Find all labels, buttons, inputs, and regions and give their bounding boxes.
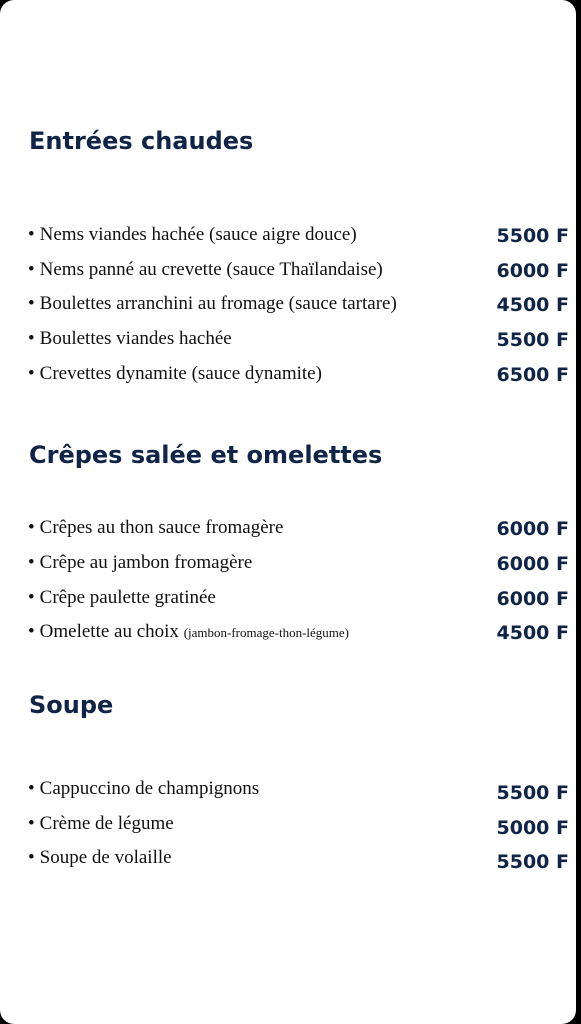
menu-item — [28, 585, 573, 611]
item-label: Cappuccino de champignons — [39, 778, 260, 799]
item-label: Nems viandes hachée (sauce aigre douce) — [39, 224, 357, 245]
item-price: 5500 F — [496, 225, 569, 247]
menu-item — [28, 257, 573, 283]
item-name — [28, 291, 397, 317]
item-label: Boulettes viandes hachée — [39, 328, 232, 349]
item-price: 5500 F — [496, 851, 569, 873]
bullet-icon: • — [28, 517, 35, 538]
item-price: 6500 F — [496, 364, 569, 386]
item-price: 6000 F — [496, 553, 569, 575]
item-price: 5500 F — [496, 329, 569, 351]
bullet-icon: • — [28, 259, 35, 280]
menu-item — [28, 845, 573, 871]
item-note: (jambon-fromage-thon-légume) — [183, 625, 350, 640]
bullet-icon: • — [28, 552, 35, 573]
item-label: Crevettes dynamite (sauce dynamite) — [39, 363, 322, 384]
item-name — [28, 619, 349, 646]
item-price: 6000 F — [496, 518, 569, 540]
menu-item — [28, 515, 573, 541]
bullet-icon: • — [28, 587, 35, 608]
item-name — [28, 222, 357, 248]
menu-item — [28, 776, 573, 802]
bullet-icon: • — [28, 328, 35, 349]
item-label: Boulettes arranchini au fromage (sauce tartare) — [39, 293, 397, 314]
item-price: 6000 F — [496, 588, 569, 610]
item-name — [28, 845, 172, 871]
menu-item — [28, 550, 573, 576]
item-price: 5500 F — [496, 782, 569, 804]
section-title-entrees-chaudes: Entrées chaudes — [29, 127, 254, 155]
menu-item — [28, 326, 573, 352]
item-label: Omelette au choix — [39, 621, 179, 642]
section-title-soupe: Soupe — [29, 691, 114, 719]
item-name — [28, 515, 283, 541]
item-price: 5000 F — [496, 817, 569, 839]
item-name — [28, 776, 259, 802]
bullet-icon: • — [28, 363, 35, 384]
bullet-icon: • — [28, 778, 35, 799]
bullet-icon: • — [28, 621, 35, 642]
item-label: Crêpe au jambon fromagère — [39, 552, 253, 573]
bullet-icon: • — [28, 813, 35, 834]
item-label: Nems panné au crevette (sauce Thaïlandaise) — [39, 259, 383, 280]
item-name — [28, 361, 322, 387]
item-label: Crêpes au thon sauce fromagère — [39, 517, 284, 538]
menu-item — [28, 222, 573, 248]
item-label: Crème de légume — [39, 813, 174, 834]
menu-item — [28, 361, 573, 387]
item-label: Soupe de volaille — [39, 847, 172, 868]
bullet-icon: • — [28, 224, 35, 245]
item-name — [28, 811, 174, 837]
menu-item — [28, 811, 573, 837]
section-title-crepes-omelettes: Crêpes salée et omelettes — [29, 441, 383, 469]
item-name — [28, 326, 232, 352]
bullet-icon: • — [28, 847, 35, 868]
menu-item — [28, 619, 573, 645]
menu-item — [28, 291, 573, 317]
item-price: 4500 F — [496, 294, 569, 316]
item-name — [28, 585, 216, 611]
item-name — [28, 550, 252, 576]
item-name — [28, 257, 383, 283]
bullet-icon: • — [28, 293, 35, 314]
item-price: 4500 F — [496, 622, 569, 644]
item-label: Crêpe paulette gratinée — [39, 587, 216, 608]
item-price: 6000 F — [496, 260, 569, 282]
